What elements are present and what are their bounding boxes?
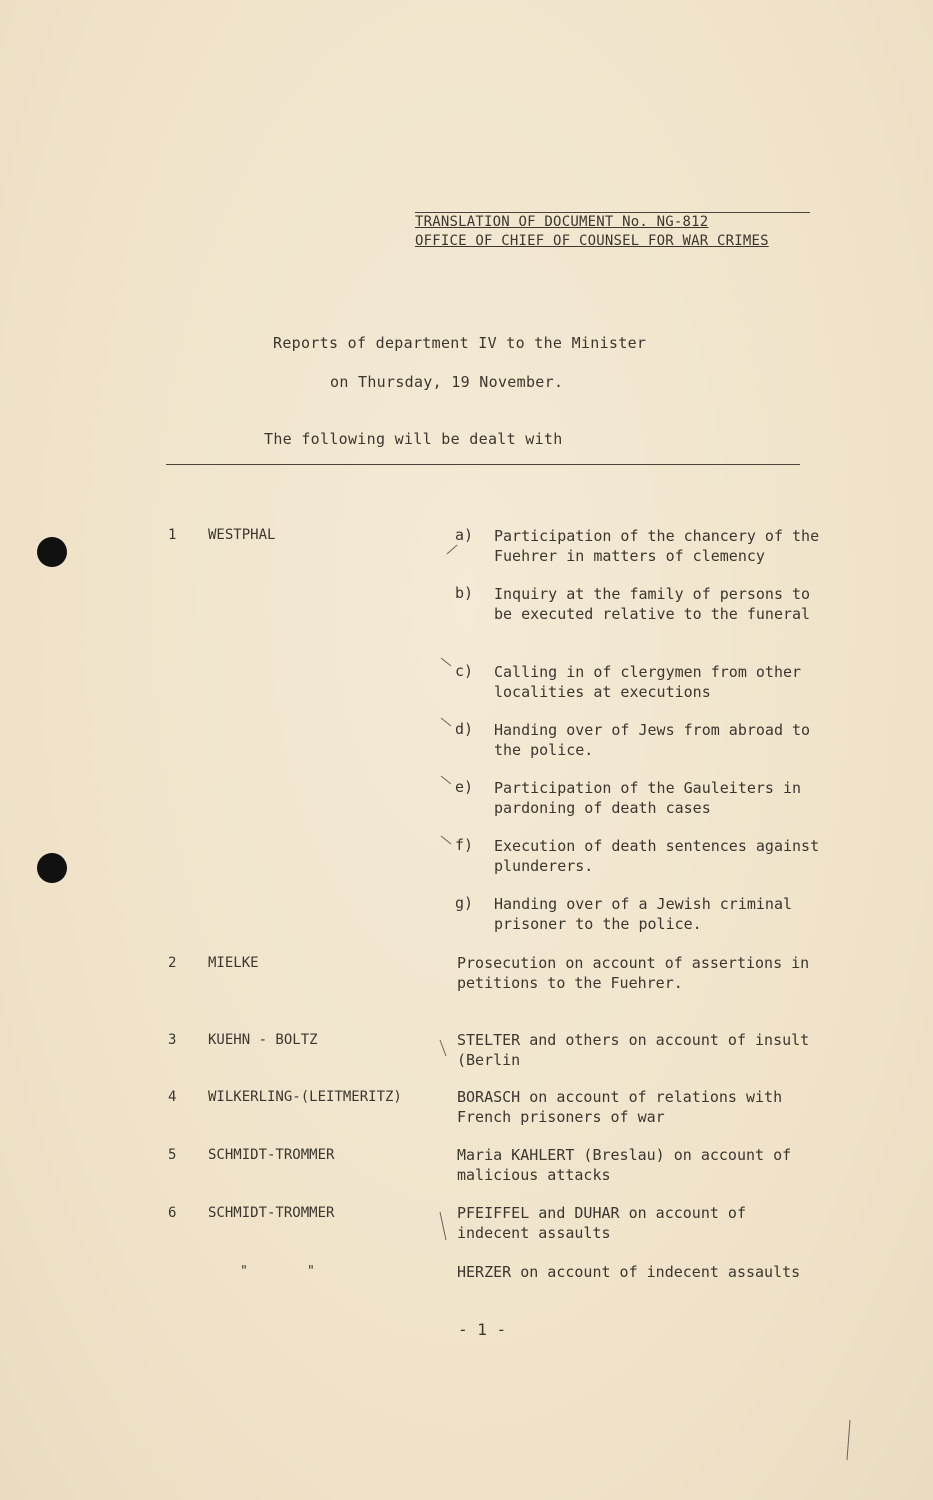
entry-name: KUEHN - BOLTZ [208,1032,318,1048]
entry-name: WESTPHAL [208,527,276,543]
entry-subject: HERZER on account of indecent assaults [457,1263,801,1281]
header-line-2: OFFICE OF CHIEF OF COUNSEL FOR WAR CRIMES [415,233,769,249]
intro-line-1: Reports of department IV to the Minister [273,334,647,352]
entry-number: 4 [168,1089,177,1105]
item-letter: g) [455,894,474,912]
item-letter: f) [455,836,474,854]
entry-subject: STELTER and others on account of insult (Berlin [457,1031,810,1069]
item-letter: a) [455,526,474,544]
intro-line-2: on Thursday, 19 November. [330,373,564,391]
entry-subject: BORASCH on account of relations with French prisoners of war [457,1088,783,1126]
item-text: Participation of the Gauleiters in pardoning of death cases [494,779,802,817]
item-letter: d) [455,720,474,738]
item-text: Handing over of Jews from abroad to the police. [494,721,811,759]
entry-name: WILKERLING-(LEITMERITZ) [208,1089,402,1105]
item-text: Handing over of a Jewish criminal prisoner to the police. [494,895,793,933]
ditto-mark: " [240,1264,248,1279]
page-number: - 1 - [458,1320,507,1339]
entry-subject: Maria KAHLERT (Breslau) on account of malicious attacks [457,1146,792,1184]
entry-number: 2 [168,955,177,971]
item-text: Inquiry at the family of persons to be executed relative to the funeral [494,585,811,623]
item-text: Execution of death sentences against plunderers. [494,837,820,875]
item-text: Calling in of clergymen from other localities at executions [494,663,802,701]
entry-subject: Prosecution on account of assertions in petitions to the Fuehrer. [457,954,810,992]
entry-number: 6 [168,1205,177,1221]
entry-number: 5 [168,1147,177,1163]
entry-subject: PFEIFFEL and DUHAR on account of indecent assaults [457,1204,746,1242]
item-letter: e) [455,778,474,796]
entry-name: MIELKE [208,955,259,971]
intro-line-3: The following will be dealt with [264,430,563,448]
ditto-mark: " [307,1264,315,1279]
header-line-1: TRANSLATION OF DOCUMENT No. NG-812 [415,214,709,230]
entry-name: SCHMIDT-TROMMER [208,1205,335,1221]
item-letter: c) [455,662,474,680]
entry-number: 3 [168,1032,177,1048]
item-text: Participation of the chancery of the Fuehrer in matters of clemency [494,527,820,565]
entry-number: 1 [168,527,177,543]
item-letter: b) [455,584,474,602]
entry-name: SCHMIDT-TROMMER [208,1147,335,1163]
